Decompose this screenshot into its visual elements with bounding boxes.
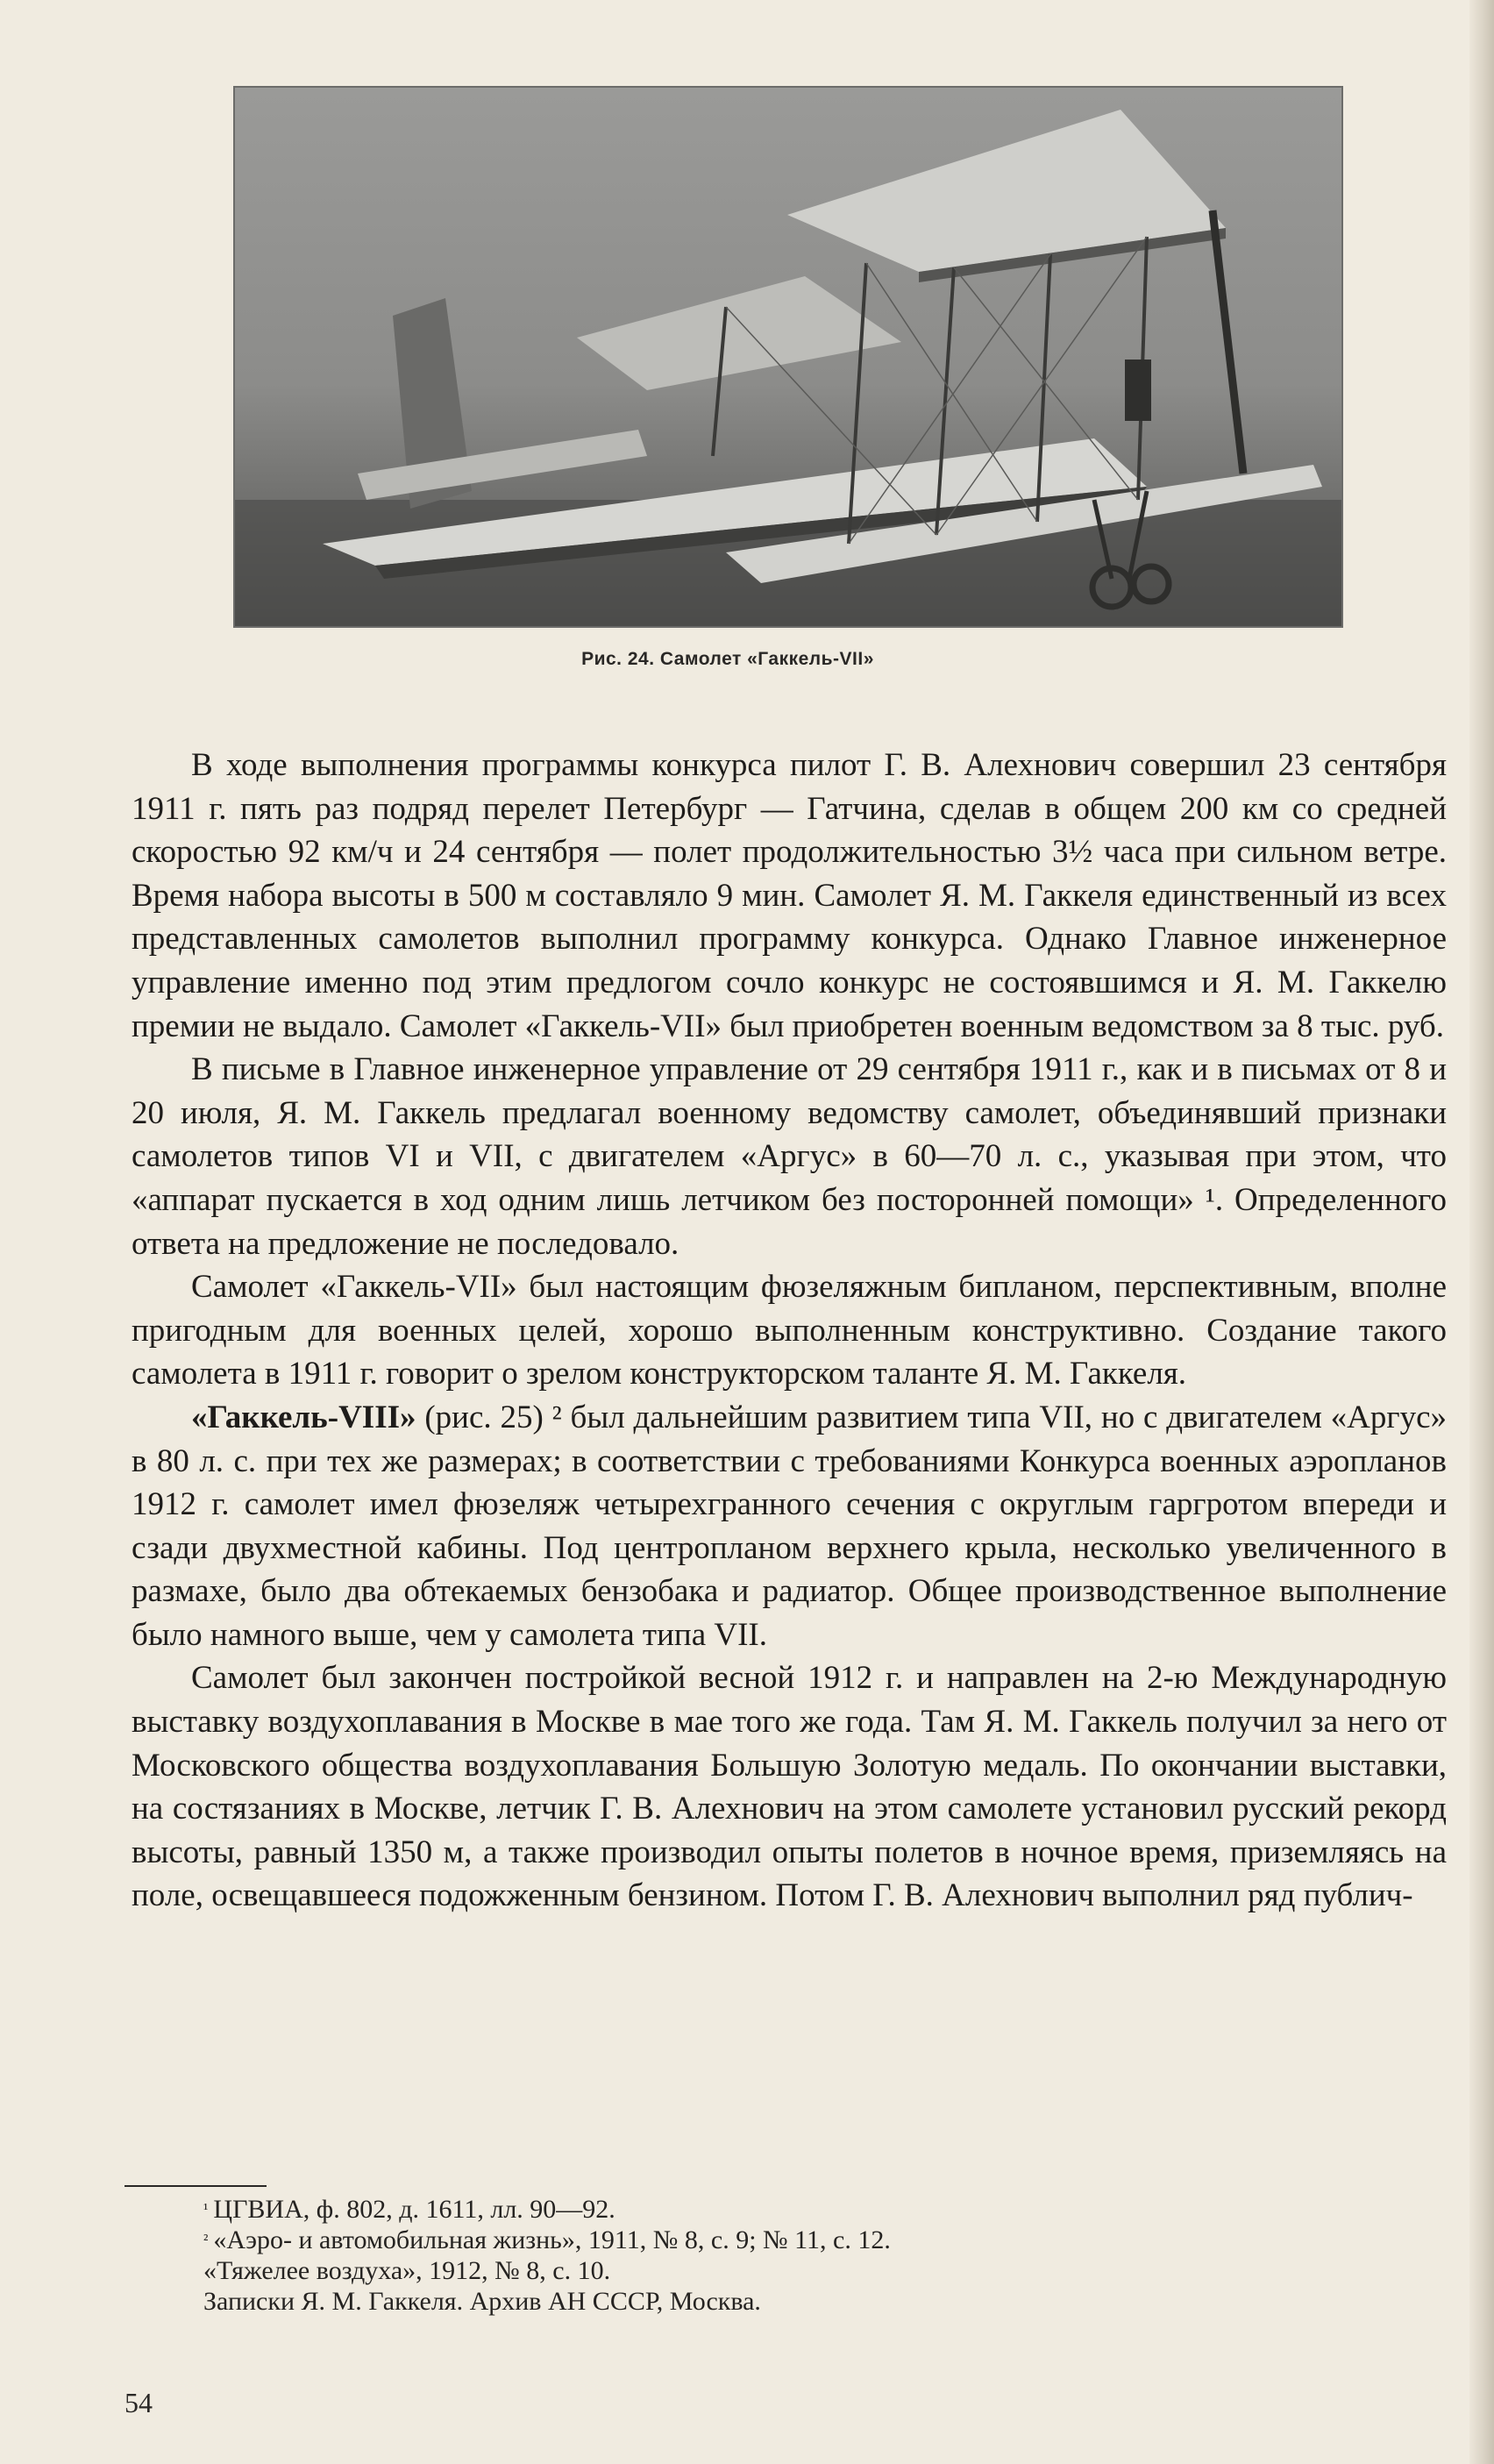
footnote-text: «Аэро- и автомобильная жизнь», 1911, № 8, с. 9; № 11, с. 12. <box>213 2225 891 2254</box>
figure-caption: Рис. 24. Самолет «Гаккель-VII» <box>581 649 874 669</box>
footnotes <box>203 2194 1343 2317</box>
footnote-4 <box>203 2286 1343 2317</box>
footnote-divider <box>125 2185 267 2187</box>
pilot-silhouette <box>1125 360 1151 421</box>
paragraph-5: Самолет был закончен постройкой весной 1912 г. и направлен на 2-ю Международную выставку воздухоплавания в Москве в мае того же года. Там Я. М. Гаккель получил за него от Московского общества воздухоплавания Большую Золотую медаль. По окончании выставки, на состязаниях в Москве, летчик Г. В. Алехнович на этом самолете установил русский рекорд высоты, равный 1350 м, а также производил опыты полетов в ночное время, приземляясь на поле, освещавшееся подожженным бензином. Потом Г. В. Алехнович выполнил ряд публич- <box>132 1660 1447 1914</box>
paragraph-4-rest: (рис. 25) ² был дальнейшим развитием типа VII, но с двигателем «Аргус» в 80 л. с. при тех же размерах; в соответствии с требованиями Конкурса военных аэропланов 1912 г. самолет имел фюзеляж четырехгранного сечения с округлым гаргротом впереди и сзади двухместной кабины. Под центропланом верхнего крыла, несколько увеличенного в размахе, было два обтекаемых бензобака и радиатор. Общее производственное выполнение было намного выше, чем у самолета типа VII. <box>132 1399 1447 1653</box>
footnote-text: ЦГВИА, ф. 802, д. 1611, лл. 90—92. <box>213 2195 615 2224</box>
paragraph-4 <box>132 1396 1447 1657</box>
biplane-photo <box>235 88 1341 626</box>
footnote-mark: ¹ <box>203 2200 209 2218</box>
page-edge-shadow <box>1469 0 1494 2464</box>
footnote-text: Записки Я. М. Гаккеля. Архив АН СССР, Москва. <box>203 2287 761 2316</box>
page-number: 54 <box>125 2387 153 2418</box>
body-text <box>132 744 1447 1918</box>
footnote-2 <box>203 2225 1343 2255</box>
paragraph-2: В письме в Главное инженерное управление от 29 сентября 1911 г., как и в письмах от 8 и 20 июля, Я. М. Гаккель предлагал военному ведомству самолет, объединявший признаки самолетов типов VI и VII, с двигателем «Аргус» в 60—70 л. с., указывая при этом, что «аппарат пускается в ход одним лишь летчиком без посторонней помощи» ¹. Определенного ответа на предложение не последовало. <box>132 1051 1447 1262</box>
footnote-3 <box>203 2255 1343 2286</box>
aircraft-name-bold: «Гаккель-VIII» <box>191 1399 416 1435</box>
footnote-text: «Тяжелее воздуха», 1912, № 8, с. 10. <box>203 2256 611 2285</box>
footnote-mark: ² <box>203 2231 209 2248</box>
biplane-illustration <box>235 88 1341 626</box>
paragraph-1: В ходе выполнения программы конкурса пилот Г. В. Алехнович совершил 23 сентября 1911 г. пять раз подряд перелет Петербург — Гатчина, сделав в общем 200 км со средней скоростью 92 км/ч и 24 сентября — полет продолжительностью 3½ часа при сильном ветре. Время набора высоты в 500 м составляло 9 мин. Самолет Я. М. Гаккеля единственный из всех представленных самолетов выполнил программу конкурса. Однако Главное инженерное управление именно под этим предлогом сочло конкурс не состоявшимся и Я. М. Гаккелю премии не выдало. Самолет «Гаккель-VII» был приобретен военным ведомством за 8 тыс. руб. <box>132 747 1447 1044</box>
footnote-1 <box>203 2194 1343 2225</box>
paragraph-3: Самолет «Гаккель-VII» был настоящим фюзеляжным бипланом, перспективным, вполне пригодным для военных целей, хорошо выполненным конструктивно. Создание такого самолета в 1911 г. говорит о зрелом конструкторском таланте Я. М. Гаккеля. <box>132 1269 1447 1392</box>
